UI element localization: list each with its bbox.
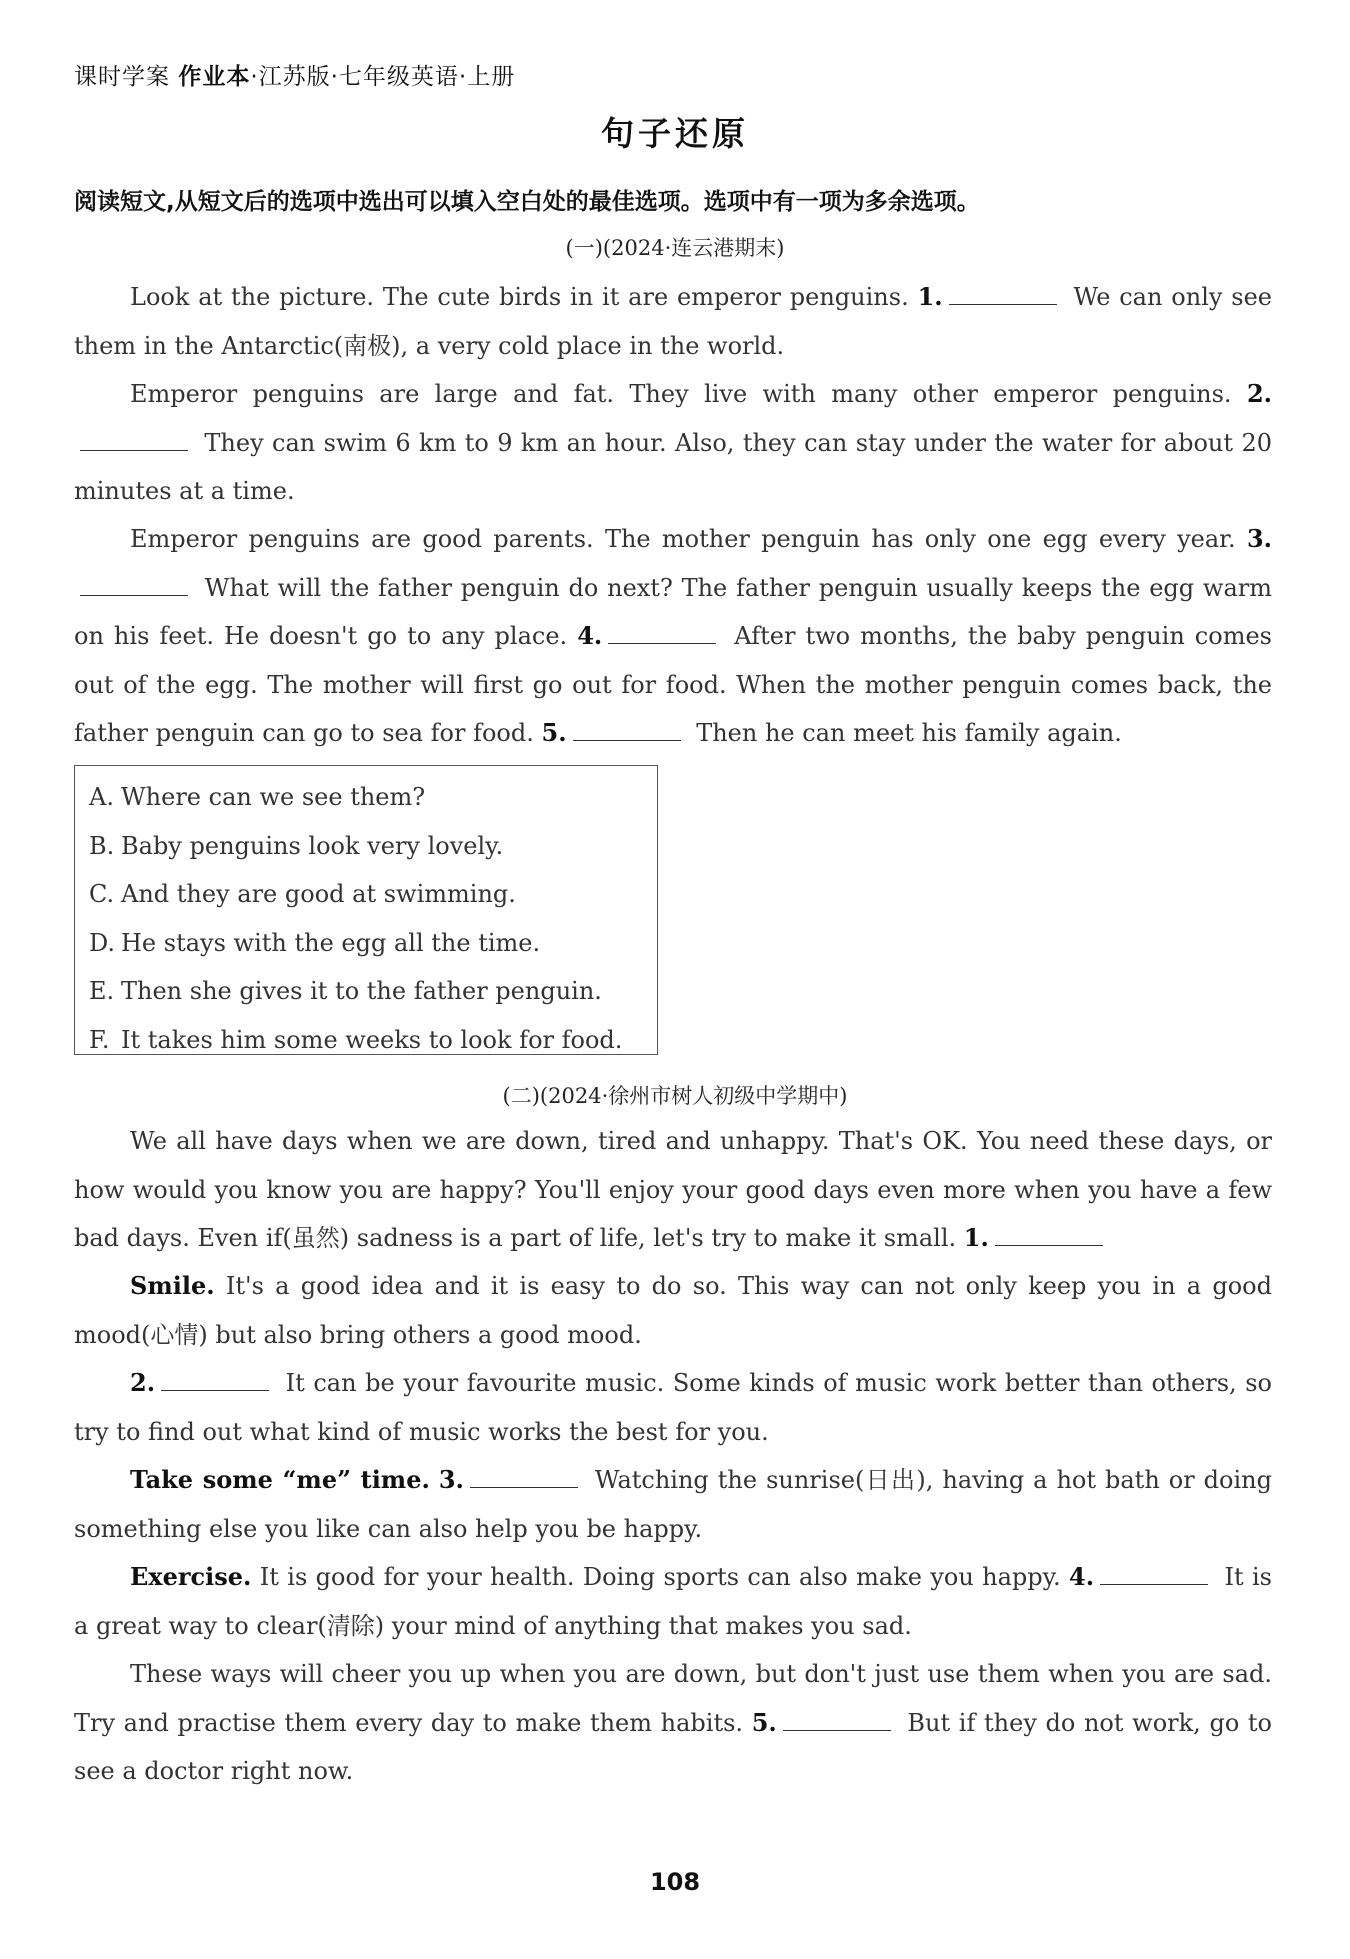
option-letter: D. [89,928,116,957]
header-series: 课时学案 [74,64,170,90]
s1-blank-4[interactable] [608,642,716,644]
s2-p1-text-a: We all have days when we are down, tired and unhappy. That's OK. You need these days, or how would you know you are happy? You'll enjoy your good days even more when you have a few bad days. Even if(虽然) sadness is a part of life, let's try to make it small. [74,1127,1272,1252]
option-b[interactable] [89,822,657,871]
book-header [74,58,515,91]
option-c[interactable] [89,870,657,919]
s2-paragraph-5 [74,1553,1272,1650]
page-title: 句子还原 [601,114,749,153]
option-text: Where can we see them? [121,783,426,811]
s1-blank-2[interactable] [80,449,188,451]
s1-question-2-number: 2. [1246,379,1272,408]
s1-paragraph-1 [74,273,1272,370]
s2-p4-text-a: Watching the sunrise(日出), having a hot bath or doing something else you like can also help you be happy. [74,1466,1272,1543]
s2-blank-1[interactable] [995,1244,1103,1246]
page-number: 108 [649,1868,701,1896]
s1-p1-text-b: We can only see them in the Antarctic(南极), a very cold place in the world. [74,283,1273,360]
s1-p1-text-a: Look at the picture. The cute birds in it are emperor penguins. [130,283,909,311]
s1-p2-text-a: Emperor penguins are large and fat. They live with many other emperor penguins. [130,380,1232,408]
s2-question-1-number: 1. [963,1223,989,1252]
s1-blank-3[interactable] [80,594,188,596]
option-letter: E. [89,977,115,1005]
s1-paragraph-2 [74,370,1272,516]
option-letter: A. [89,783,114,811]
s2-blank-5[interactable] [783,1729,891,1731]
s2-question-5-number: 5. [751,1707,777,1737]
s2-p5-lead: Exercise. [130,1562,252,1591]
s2-question-3-number: 3. [438,1465,464,1494]
instruction: 阅读短文,从短文后的选项中选出可以填入空白处的最佳选项。选项中有一项为多余选项。 [74,189,980,215]
option-text: Baby penguins look very lovely. [121,831,504,860]
s2-blank-4[interactable] [1100,1583,1208,1585]
s1-p3-text-a: Emperor penguins are good parents. The mother penguin has only one egg every year. [130,525,1236,553]
s2-paragraph-2 [74,1262,1272,1359]
header-brand: 作业本 [178,64,251,90]
s2-p2-text-a: It's a good idea and it is easy to do so. This way can not only keep you in a good mood(心情) but also bring others a good mood. [74,1272,1272,1349]
option-text: Then she gives it to the father penguin. [121,977,602,1005]
s2-paragraph-1 [74,1117,1272,1263]
s1-p3-text-c: After two months, the baby penguin comes out of the egg. The mother will first go out for food. When the mother penguin comes back, the father penguin can go to sea for food. [74,622,1272,747]
s2-question-2-number: 2. [130,1368,156,1397]
option-text: And they are good at swimming. [121,880,516,908]
s2-question-4-number: 4. [1069,1562,1095,1591]
s2-p3-text-a: It can be your favourite music. Some kinds of music work better than others, so try to find out what kind of music works the best for you. [74,1369,1272,1446]
s1-p3-text-b: What will the father penguin do next? The father penguin usually keeps the egg warm on his feet. He doesn't go to any place. [74,573,1272,650]
s1-blank-5[interactable] [573,739,681,741]
s2-paragraph-3 [74,1359,1272,1456]
option-d[interactable] [89,919,657,968]
option-letter: C. [89,880,115,908]
option-letter: F. [89,1025,110,1054]
s1-p2-text-b: They can swim 6 km to 9 km an hour. Also, they can stay under the water for about 20 minutes at a time. [74,428,1272,505]
section1-heading: (一)(2024·连云港期末) [565,236,785,260]
option-text: It takes him some weeks to look for food. [121,1025,623,1054]
s1-p3-text-d: Then he can meet his family again. [696,719,1122,747]
s1-question-3-number: 3. [1246,524,1272,553]
option-a[interactable] [89,773,657,822]
header-rest: ·江苏版·七年级英语·上册 [250,64,516,90]
s1-question-5-number: 5. [541,718,567,747]
s2-p6-text-b: But if they do not work, go to see a doctor right now. [74,1708,1272,1785]
s2-p5-text-a: It is good for your health. Doing sports can also make you happy. [259,1563,1061,1591]
option-text: He stays with the egg all the time. [121,928,541,957]
s1-question-1-number: 1. [917,282,943,311]
s1-paragraph-3 [74,515,1272,758]
s2-blank-3[interactable] [470,1486,578,1488]
s1-options-box [74,765,658,1055]
s2-paragraph-6 [74,1650,1272,1796]
s1-blank-1[interactable] [949,303,1057,305]
s2-p5-text-b: It is a great way to clear(清除) your mind of anything that makes you sad. [74,1563,1272,1640]
s2-p6-text-a: These ways will cheer you up when you are down, but don't just use them when you are sad. Try and practise them every day to make them habits. [74,1660,1272,1737]
section2-heading: (二)(2024·徐州市树人初级中学期中) [502,1084,848,1108]
s2-p2-lead: Smile. [130,1271,215,1300]
s2-paragraph-4 [74,1456,1272,1553]
option-letter: B. [89,831,115,860]
s1-question-4-number: 4. [577,621,603,650]
option-e[interactable] [89,967,657,1016]
s2-p4-lead: Take some “me” time. [130,1465,430,1494]
option-f[interactable] [89,1016,657,1065]
s2-blank-2[interactable] [161,1389,269,1391]
